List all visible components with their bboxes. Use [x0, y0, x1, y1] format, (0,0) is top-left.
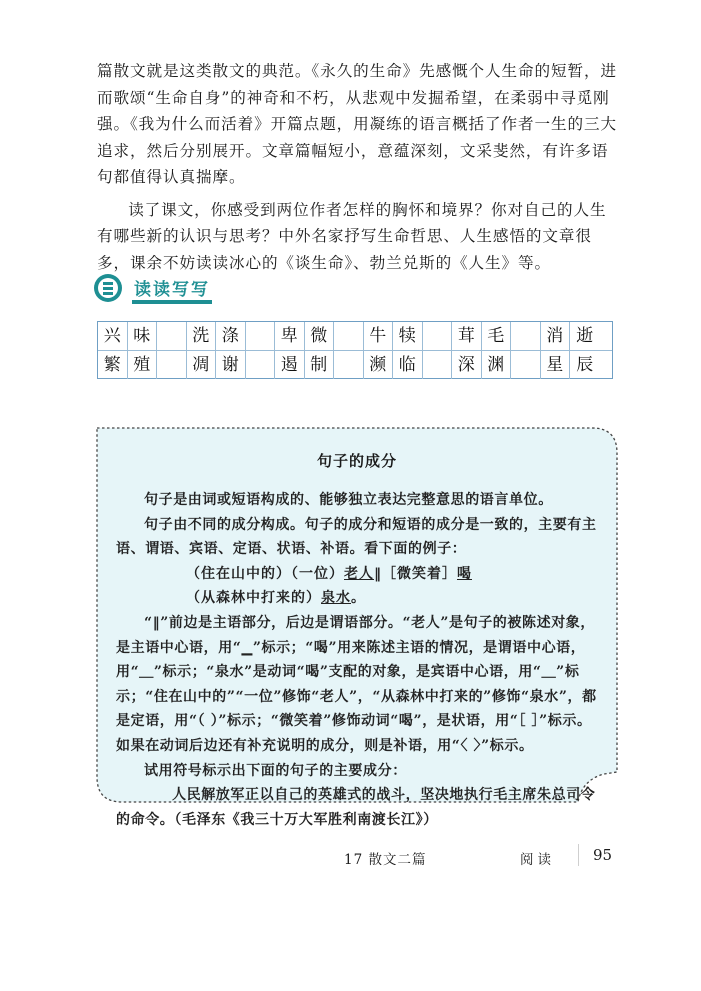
intro-paragraph-1: 篇散文就是这类散文的典范。《永久的生命》先感慨个人生命的短暂，进而歌颂“生命自身”的神奇和不朽，从悲观中发掘希望，在柔弱中寻觅刚强。《我为什么而活着》开篇点题，用凝练的语言概括了作者一生的三大追求，然后分别展开。文章篇幅短小，意蕴深刻，文采斐然，有许多语句都值得认真揣摩。	[97, 62, 618, 186]
grid-char-cell: 繁	[98, 351, 128, 379]
word-grid-row-1	[98, 322, 612, 350]
grid-char-cell: 谢	[216, 351, 246, 379]
circled-three-icon	[94, 274, 122, 302]
tip-paragraph-1: 句子是由词或短语构成的、能够独立表达完整意思的语言单位。	[144, 492, 553, 508]
object-word: 泉水	[321, 590, 351, 607]
word-grid	[97, 321, 613, 379]
grid-char-cell: 逝	[576, 326, 594, 346]
grid-spacer-cell	[423, 351, 453, 379]
grid-spacer-cell	[246, 351, 276, 379]
section-header	[94, 270, 224, 306]
grid-spacer-cell	[334, 351, 364, 379]
grid-char-cell: 深	[452, 351, 482, 379]
footer-lesson: 17 散文二篇	[344, 852, 427, 868]
intro-paragraph-2: 读了课文，你感受到两位作者怎样的胸怀和境界？你对自己的人生有哪些新的认识与思考？中外名家抒写生命哲思、人生感悟的文章很多，课余不妨读读冰心的《谈生命》、勃兰兑斯的《人生》等。	[97, 200, 607, 272]
grid-char-cell: 消	[541, 322, 571, 350]
grid-char-cell: 牛	[364, 322, 394, 350]
example-sentence: （住在山中的）（一位）老人‖［微笑着］喝（从森林中打来的）泉水。	[186, 565, 472, 607]
grid-char-cell: 味	[128, 322, 158, 350]
grid-char-cell: 微	[305, 322, 335, 350]
footer-divider	[578, 844, 579, 866]
grid-spacer-cell	[334, 322, 364, 350]
grid-char-cell: 涤	[216, 322, 246, 350]
grid-char-cell: 卑	[275, 322, 305, 350]
grid-char-cell: 兴	[98, 322, 128, 350]
grid-char-cell: 茸	[452, 322, 482, 350]
footer-unit: 阅读	[520, 852, 555, 868]
section-underline	[132, 300, 212, 304]
grid-spacer-cell	[246, 322, 276, 350]
grid-char-cell: 濒	[364, 351, 394, 379]
tip-paragraph-4: 试用符号标示出下面的句子的主要成分：	[144, 762, 407, 779]
exercise-sentence: 人民解放军正以自己的英雄式的战斗，坚决地执行毛主席朱总司令的命令。（毛泽东《我三十万大军胜利南渡长江》）	[116, 787, 596, 828]
grid-char-cell: 殖	[128, 351, 158, 379]
verb-word: 喝	[457, 565, 472, 582]
grid-spacer-cell	[511, 351, 541, 379]
grid-char-cell: 犊	[393, 322, 423, 350]
word-grid-row-2	[98, 350, 612, 379]
grid-char-cell: 渊	[482, 351, 512, 379]
subject-word: 老人	[344, 565, 374, 582]
tip-box-content	[116, 488, 606, 832]
page-number: 95	[593, 846, 613, 864]
grid-char-cell: 遏	[275, 351, 305, 379]
grid-spacer-cell	[157, 351, 187, 379]
grid-char-cell: 辰	[576, 355, 594, 375]
grid-char-cell: 洗	[187, 322, 217, 350]
section-title: 读读写写	[134, 280, 210, 300]
grid-spacer-cell	[157, 322, 187, 350]
tip-box-title: 句子的成分	[316, 452, 397, 470]
tip-box	[97, 428, 617, 828]
grid-spacer-cell	[423, 322, 453, 350]
grid-char-cell: 临	[393, 351, 423, 379]
tip-paragraph-2: 句子由不同的成分构成。句子的成分和短语的成分是一致的，主要有主语、谓语、宾语、定语、状语、补语。看下面的例子：	[116, 516, 597, 558]
grid-char-cell: 毛	[482, 322, 512, 350]
grid-char-cell: 凋	[187, 351, 217, 379]
grid-char-cell: 制	[305, 351, 335, 379]
tip-paragraph-3: “‖”前边是主语部分，后边是谓语部分。“老人”是句子的被陈述对象，是主语中心语，用“▁”标示；“喝”用来陈述主语的情况，是谓语中心语，用“＿”标示；“泉水”是动词“喝”支配的对象，是宾语中心语，用“＿”标示；“住在山中的”“一位”修饰“老人”，“从森林中打来的”修饰“泉水”，都是定语，用“（ ）”标示；“微笑着”修饰动词“喝”，是状语，用“［ ］”标示。如果在动词后边还有补充说明的成分，则是补语，用“〈 〉”标示。	[116, 614, 597, 754]
grid-spacer-cell	[511, 322, 541, 350]
grid-char-cell: 星	[541, 351, 571, 379]
intro-text	[97, 58, 617, 276]
